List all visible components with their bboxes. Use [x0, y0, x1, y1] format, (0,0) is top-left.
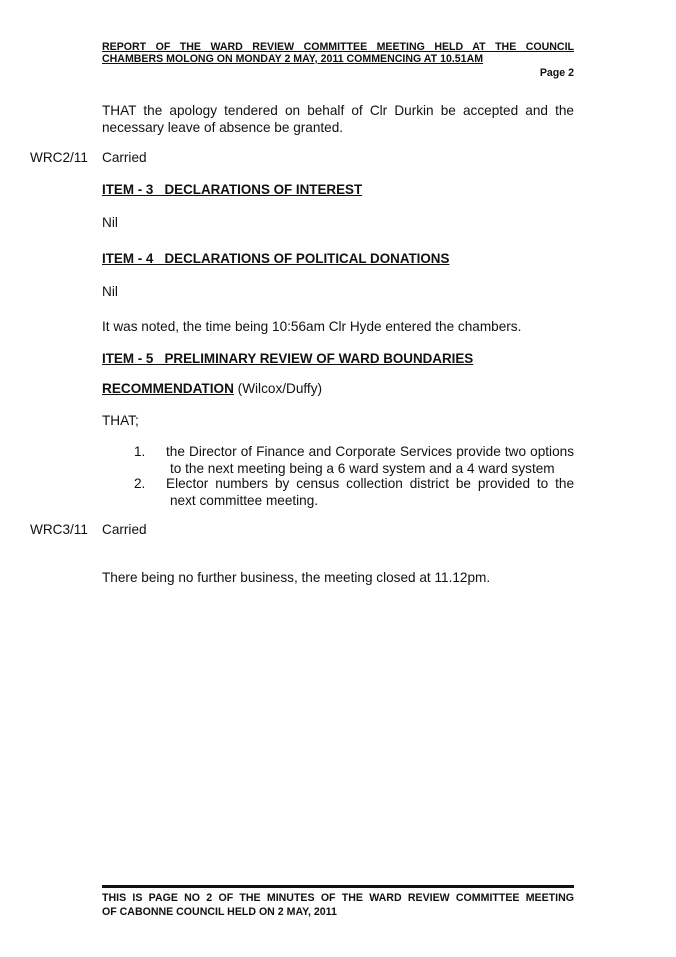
recommendation-movers: (Wilcox/Duffy) [233, 381, 323, 396]
recommendation-label: RECOMMENDATION [102, 381, 234, 396]
resolution-status-1: Carried [102, 150, 147, 165]
list-item-number: 1. [134, 444, 146, 459]
page-footer [102, 891, 574, 919]
closing-statement: There being no further business, the meeting closed at 11.12pm. [102, 570, 491, 585]
header-line-2: CHAMBERS MOLONG ON MONDAY 2 MAY, 2011 COMMENCING AT 10.51AM [102, 53, 484, 65]
that-clause: THAT; [102, 413, 139, 428]
attendance-note: It was noted, the time being 10:56am Clr Hyde entered the chambers. [102, 319, 522, 334]
recommendation [102, 380, 322, 397]
item-3-body: Nil [102, 215, 118, 230]
report-header [102, 41, 574, 65]
item-3-heading: ITEM - 3 DECLARATIONS OF INTEREST [102, 182, 363, 197]
list-item-line-1: Elector numbers by census collection district be provided to the [166, 476, 574, 491]
item-4-heading: ITEM - 4 DECLARATIONS OF POLITICAL DONATIONS [102, 251, 450, 266]
list-item-line-2: to the next meeting being a 6 ward system and a 4 ward system [170, 461, 555, 476]
list-item-line-2: next committee meeting. [170, 493, 319, 508]
footer-line-2: OF CABONNE COUNCIL HELD ON 2 MAY, 2011 [102, 906, 337, 918]
item-5-heading: ITEM - 5 PRELIMINARY REVIEW OF WARD BOUNDARIES [102, 351, 474, 366]
item-4-body: Nil [102, 284, 118, 299]
list-item-line-1: the Director of Finance and Corporate Services provide two options [166, 444, 574, 459]
resolution-ref-1: WRC2/11 [30, 150, 88, 165]
resolution-status-2: Carried [102, 522, 147, 537]
page-number: Page 2 [539, 67, 574, 79]
footer-divider [102, 885, 574, 888]
apology-line-2: necessary leave of absence be granted. [102, 120, 344, 135]
resolution-ref-2: WRC3/11 [30, 522, 88, 537]
footer-line-1: THIS IS PAGE NO 2 OF THE MINUTES OF THE WARD REVIEW COMMITTEE MEETING [102, 892, 574, 904]
apology-resolution [102, 102, 574, 136]
header-line-1: REPORT OF THE WARD REVIEW COMMITTEE MEETING HELD AT THE COUNCIL [102, 41, 574, 53]
list-item-number: 2. [134, 476, 146, 491]
apology-line-1: THAT the apology tendered on behalf of Clr Durkin be accepted and the [102, 103, 574, 118]
